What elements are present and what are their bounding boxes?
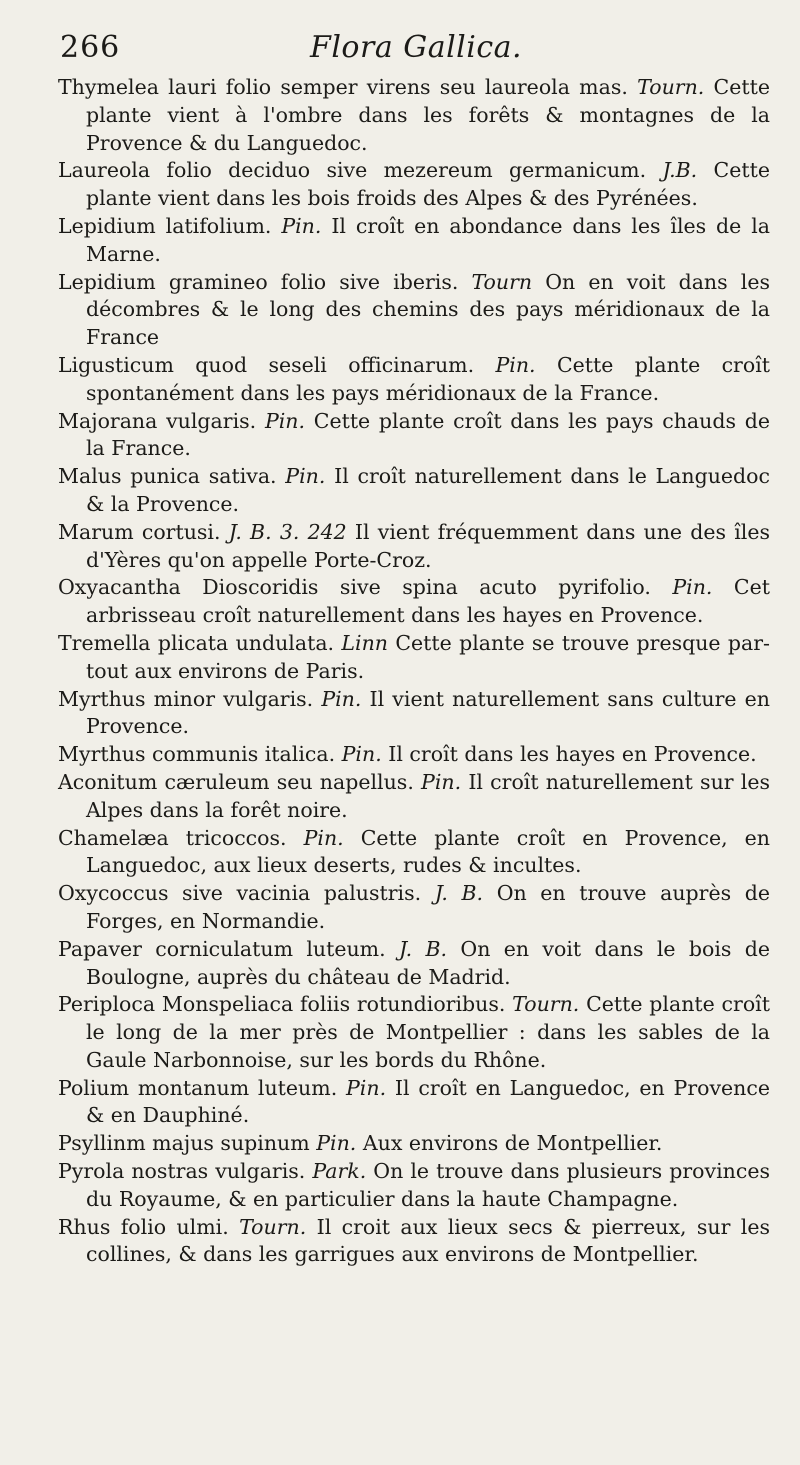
author-abbreviation: Park. [312,1159,367,1184]
plant-entry [58,157,770,213]
author-abbreviation: Pin. [346,1075,387,1100]
plant-entry-list [58,74,770,1269]
locality-text: On en voit dans les décombres & le long des chemins des pays méridionaux de la France [86,269,770,350]
locality-text: Cette plante vient à l'ombre dans les forêts & montagnes de la Provence & du Languedoc. [86,75,770,155]
locality-text: Cet arbrisseau croît naturellement dans les hayes en Provence. [86,575,770,628]
locality-text: Il croit aux lieux secs & pierreux, sur les collines, & dans les garrigues aux environs de Montpellier. [86,1214,770,1267]
plant-entry [58,213,770,269]
plant-name: Laureola folio deciduo sive mezereum germanicum. [58,158,647,183]
running-title: Flora Gallica. [310,30,523,65]
plant-name: Ligusticum quod seseli officinarum. [58,352,475,377]
author-abbreviation: Pin. [495,352,536,377]
author-abbreviation: Tourn. [637,75,705,99]
plant-name: Oxycoccus sive vacinia palustris. [58,881,422,906]
plant-name: Aconitum cæruleum seu napellus. [58,769,414,794]
plant-name: Oxyacantha Dioscoridis sive spina acuto pyrifolio. [58,575,651,600]
author-abbreviation: Tourn [471,269,533,294]
locality-text: On en voit dans le bois de Boulogne, auprès du château de Madrid. [86,936,770,989]
plant-entry [58,1075,770,1131]
author-abbreviation: J.B. [662,158,698,183]
locality-text: Cette plante vient dans les bois froids des Alpes & des Pyrénées. [86,158,770,211]
plant-name: Chamelæa tricoccos. [58,825,287,850]
plant-name: Myrthus communis italica. [58,742,336,767]
plant-entry [58,825,770,881]
author-abbreviation: J. B. [398,936,448,961]
plant-entry [58,408,770,464]
locality-text: Il croît en Languedoc, en Provence & en Dauphiné. [86,1075,770,1128]
locality-text: Il croît naturellement dans le Languedoc & la Provence. [86,464,770,516]
plant-entry [58,1130,770,1158]
author-abbreviation: J. B. 3. 242 [228,519,347,544]
plant-name: Majorana vulgaris. [58,408,257,433]
author-abbreviation: J. B. [434,881,484,906]
plant-entry [58,630,770,686]
plant-name: Myrthus minor vulgaris. [58,686,314,711]
author-abbreviation: Pin. [672,575,713,600]
locality-text: Il croît naturellement sur les Alpes dans la forêt noire. [86,769,770,822]
plant-entry [58,574,770,630]
plant-entry [58,936,770,992]
author-abbreviation: Pin. [303,825,344,850]
author-abbreviation: Pin. [285,464,326,489]
locality-text: Cette plante croît spontanément dans les pays méridionaux de la France. [86,352,770,405]
plant-entry [58,519,770,575]
plant-name: Lepidium gramineo folio sive iberis. [58,269,459,294]
author-abbreviation: Pin. [281,213,322,238]
plant-name: Periploca Monspeliaca foliis rotundioribus. [58,992,506,1017]
plant-name: Papaver corniculatum luteum. [58,936,386,961]
plant-entry [58,991,770,1074]
plant-entry [58,741,770,769]
plant-name: Malus punica sativa. [58,464,277,489]
author-abbreviation: Tourn. [512,992,580,1017]
plant-entry [58,463,770,519]
plant-name: Psyllinm majus supinum [58,1131,310,1156]
locality-text: Cette plante croît le long de la mer près de Montpellier : dans les sables de la Gaule Narbonnoise, sur les bords du Rhône. [86,992,770,1072]
locality-text: Il croît en abondance dans les îles de la Marne. [86,213,770,266]
page-number: 266 [60,30,121,65]
locality-text: Cette plante se trouve presque par-tout aux environs de Paris. [86,630,770,683]
plant-entry [58,1158,770,1214]
author-abbreviation: Linn [341,630,388,655]
plant-name: Marum cortusi. [58,519,221,544]
locality-text: Il croît dans les hayes en Provence. [388,742,757,767]
plant-entry [58,269,770,352]
author-abbreviation: Pin. [264,408,306,433]
plant-entry [58,686,770,742]
plant-entry [58,1214,770,1270]
page-header [60,30,760,74]
locality-text: On en trouve auprès de Forges, en Normandie. [86,881,770,933]
author-abbreviation: Tourn. [239,1214,307,1239]
plant-name: Pyrola nostras vulgaris. [58,1159,306,1184]
plant-name: Tremella plicata undulata. [58,630,335,655]
locality-text: Cette plante croît dans les pays chauds de la France. [86,408,770,461]
plant-name: Lepidium latifolium. [58,213,272,238]
plant-name: Rhus folio ulmi. [58,1214,229,1239]
author-abbreviation: Pin. [321,686,362,711]
locality-text: Il vient fréquemment dans une des îles d'Yères qu'on appelle Porte-Croz. [86,519,770,572]
plant-entry [58,880,770,936]
plant-name: Thymelea lauri folio semper virens seu laureola mas. [58,75,628,99]
plant-entry [58,769,770,825]
locality-text: On le trouve dans plusieurs provinces du Royaume, & en particulier dans la haute Champagne. [86,1159,770,1211]
author-abbreviation: Pin. [421,769,462,794]
author-abbreviation: Pin. [341,742,382,767]
locality-text: Il vient naturellement sans culture en Provence. [86,686,770,739]
locality-text: Cette plante croît en Provence, en Languedoc, aux lieux deserts, rudes & incultes. [86,825,770,878]
plant-entry [58,352,770,408]
plant-entry [58,74,770,157]
plant-name: Polium montanum luteum. [58,1075,338,1100]
author-abbreviation: Pin. [316,1131,357,1156]
locality-text: Aux environs de Montpellier. [362,1131,663,1156]
